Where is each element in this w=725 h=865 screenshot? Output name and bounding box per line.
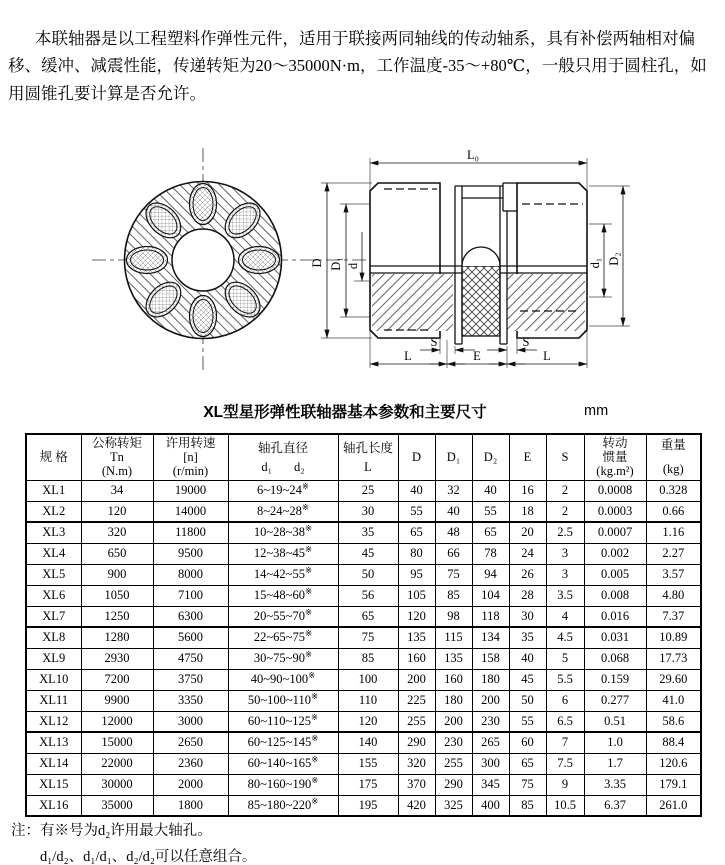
cell-n: 2650 [153, 732, 228, 753]
cell-D: 200 [398, 669, 435, 690]
cell-m: 7.37 [646, 606, 701, 627]
col-header-E: E [509, 434, 546, 480]
cell-tn: 650 [81, 543, 153, 564]
cell-D: 55 [398, 501, 435, 522]
cell-L: 155 [338, 753, 398, 774]
cell-D1: 66 [435, 543, 472, 564]
cell-S: 2 [546, 480, 584, 501]
cell-m: 58.6 [646, 711, 701, 732]
col-header-D: D [398, 434, 435, 480]
section-view [310, 148, 630, 368]
cell-tn: 1050 [81, 585, 153, 606]
cell-L: 65 [338, 606, 398, 627]
cell-J: 1.7 [584, 753, 646, 774]
cell-D: 290 [398, 732, 435, 753]
cell-tn: 320 [81, 522, 153, 543]
cell-L: 30 [338, 501, 398, 522]
table-row [26, 690, 701, 711]
intro-line: 本联轴器是以工程塑料作弹性元件，适用于联接两同轴线的传动轴系，具有补偿两轴相对偏 [35, 28, 695, 48]
cell-spec: XL16 [26, 795, 81, 816]
cell-D2: 158 [472, 648, 509, 669]
cell-J: 1.0 [584, 732, 646, 753]
cell-D1: 325 [435, 795, 472, 816]
cell-spec: XL6 [26, 585, 81, 606]
cell-E: 45 [509, 669, 546, 690]
table-row [26, 732, 701, 753]
cell-L: 195 [338, 795, 398, 816]
cell-E: 55 [509, 711, 546, 732]
cell-D1: 230 [435, 732, 472, 753]
cell-J: 0.005 [584, 564, 646, 585]
cell-D: 160 [398, 648, 435, 669]
cell-tn: 900 [81, 564, 153, 585]
table-row [26, 753, 701, 774]
cell-spec: XL2 [26, 501, 81, 522]
cell-tn: 15000 [81, 732, 153, 753]
table-row [26, 585, 701, 606]
cell-tn: 22000 [81, 753, 153, 774]
cell-S: 3 [546, 564, 584, 585]
cell-S: 7 [546, 732, 584, 753]
dim-label-D2: D₂ [607, 252, 621, 266]
table-row [26, 774, 701, 795]
cell-spec: XL9 [26, 648, 81, 669]
cell-D2: 200 [472, 690, 509, 711]
note-line: 注：有※号为d₂许用最大轴孔。 [11, 823, 212, 839]
cell-J: 0.068 [584, 648, 646, 669]
cell-J: 0.159 [584, 669, 646, 690]
cell-E: 60 [509, 732, 546, 753]
front-view [125, 148, 282, 374]
cell-D: 255 [398, 711, 435, 732]
cell-J: 0.031 [584, 627, 646, 648]
element-bore-circle [172, 229, 234, 291]
cell-L: 25 [338, 480, 398, 501]
cell-L: 56 [338, 585, 398, 606]
cell-spec: XL14 [26, 753, 81, 774]
cell-tn: 35000 [81, 795, 153, 816]
cell-S: 2 [546, 501, 584, 522]
cell-tn: 30000 [81, 774, 153, 795]
table-row [26, 648, 701, 669]
element-section-block [462, 266, 500, 336]
cell-d: 30~75~90※ [228, 648, 338, 669]
dim-label-d: d [346, 262, 360, 270]
col-header-D1: D₁ [435, 434, 472, 480]
cell-spec: XL8 [26, 627, 81, 648]
cell-spec: XL5 [26, 564, 81, 585]
cell-spec: XL11 [26, 690, 81, 711]
cell-E: 65 [509, 753, 546, 774]
cell-d: 22~65~75※ [228, 627, 338, 648]
table-row [26, 711, 701, 732]
cell-D1: 180 [435, 690, 472, 711]
cell-D: 105 [398, 585, 435, 606]
cell-d: 40~90~100※ [228, 669, 338, 690]
table-unit-label: mm [584, 403, 609, 419]
cell-n: 2360 [153, 753, 228, 774]
right-hub-hatch [507, 274, 585, 331]
cell-D2: 94 [472, 564, 509, 585]
cell-S: 10.5 [546, 795, 584, 816]
cell-S: 9 [546, 774, 584, 795]
cell-tn: 7200 [81, 669, 153, 690]
cell-D1: 160 [435, 669, 472, 690]
table-row [26, 480, 701, 501]
left-hub-hatch [372, 274, 453, 331]
cell-D2: 118 [472, 606, 509, 627]
dim-label-L0: L₀ [467, 148, 479, 162]
cell-n: 3000 [153, 711, 228, 732]
col-header-bore-length: 轴孔长度 L [338, 434, 398, 480]
cell-m: 1.16 [646, 522, 701, 543]
col-header-speed: 许用转速 [n] (r/min) [153, 434, 228, 480]
table-row [26, 606, 701, 627]
cell-L: 45 [338, 543, 398, 564]
dim-label-S-left: S [430, 335, 438, 349]
intro-paragraph [8, 25, 720, 108]
cell-n: 5600 [153, 627, 228, 648]
table-body [26, 480, 701, 816]
cell-spec: XL1 [26, 480, 81, 501]
parameters-table [25, 433, 702, 817]
cell-E: 35 [509, 627, 546, 648]
cell-D: 80 [398, 543, 435, 564]
cell-spec: XL7 [26, 606, 81, 627]
cell-E: 75 [509, 774, 546, 795]
cell-D2: 55 [472, 501, 509, 522]
cell-L: 85 [338, 648, 398, 669]
cell-S: 4 [546, 606, 584, 627]
cell-d: 60~125~145※ [228, 732, 338, 753]
cell-d: 80~160~190※ [228, 774, 338, 795]
cell-D2: 65 [472, 522, 509, 543]
cell-spec: XL13 [26, 732, 81, 753]
cell-m: 41.0 [646, 690, 701, 711]
intro-line: 移、缓冲、减震性能，传递转矩为20～35000N·m，工作温度-35～+80℃，一般只用于圆柱孔，如 [8, 56, 707, 75]
cell-S: 5 [546, 648, 584, 669]
cell-D: 420 [398, 795, 435, 816]
dim-label-E: E [473, 349, 481, 363]
cell-D: 135 [398, 627, 435, 648]
cell-D2: 345 [472, 774, 509, 795]
cell-D2: 265 [472, 732, 509, 753]
cell-d: 12~38~45※ [228, 543, 338, 564]
cell-E: 28 [509, 585, 546, 606]
table-title: XL型星形弹性联轴器基本参数和主要尺寸 [203, 404, 487, 421]
cell-L: 50 [338, 564, 398, 585]
cell-m: 17.73 [646, 648, 701, 669]
cell-tn: 1250 [81, 606, 153, 627]
cell-S: 3 [546, 543, 584, 564]
cell-tn: 9900 [81, 690, 153, 711]
cell-J: 0.002 [584, 543, 646, 564]
cell-E: 30 [509, 606, 546, 627]
cell-J: 0.0008 [584, 480, 646, 501]
cell-J: 0.016 [584, 606, 646, 627]
cell-D1: 48 [435, 522, 472, 543]
cell-tn: 2930 [81, 648, 153, 669]
cell-L: 100 [338, 669, 398, 690]
cell-D2: 400 [472, 795, 509, 816]
cell-D2: 40 [472, 480, 509, 501]
col-header-weight: 重量 (kg) [646, 434, 701, 480]
cell-J: 0.008 [584, 585, 646, 606]
cell-D2: 134 [472, 627, 509, 648]
cell-m: 29.60 [646, 669, 701, 690]
cell-S: 3.5 [546, 585, 584, 606]
cell-D2: 230 [472, 711, 509, 732]
cell-spec: XL15 [26, 774, 81, 795]
cell-m: 261.0 [646, 795, 701, 816]
cell-d: 8~24~28※ [228, 501, 338, 522]
cell-D1: 255 [435, 753, 472, 774]
table-row [26, 564, 701, 585]
cell-D: 120 [398, 606, 435, 627]
dim-label-D1: D₁ [329, 257, 343, 271]
col-header-bore-diameter: 轴孔直径 d₁ d₂ [228, 434, 338, 480]
cell-D1: 85 [435, 585, 472, 606]
cell-n: 3350 [153, 690, 228, 711]
cell-n: 8000 [153, 564, 228, 585]
note-line: d₁/d₂、d₁/d₁、d₂/d₂可以任意组合。 [40, 849, 257, 865]
cell-L: 120 [338, 711, 398, 732]
cell-n: 7100 [153, 585, 228, 606]
dim-label-L-left: L [404, 349, 412, 363]
cell-n: 1800 [153, 795, 228, 816]
cell-L: 75 [338, 627, 398, 648]
cell-d: 60~140~165※ [228, 753, 338, 774]
cell-S: 4.5 [546, 627, 584, 648]
cell-m: 0.66 [646, 501, 701, 522]
cell-L: 110 [338, 690, 398, 711]
cell-d: 6~19~24※ [228, 480, 338, 501]
cell-n: 19000 [153, 480, 228, 501]
dim-label-L-right: L [543, 349, 551, 363]
header-row [26, 434, 701, 480]
cell-J: 6.37 [584, 795, 646, 816]
cell-m: 88.4 [646, 732, 701, 753]
cell-D: 95 [398, 564, 435, 585]
cell-J: 0.0007 [584, 522, 646, 543]
cell-spec: XL12 [26, 711, 81, 732]
cell-E: 20 [509, 522, 546, 543]
cell-spec: XL4 [26, 543, 81, 564]
cell-tn: 12000 [81, 711, 153, 732]
cell-d: 15~48~60※ [228, 585, 338, 606]
cell-S: 5.5 [546, 669, 584, 690]
cell-tn: 120 [81, 501, 153, 522]
cell-E: 18 [509, 501, 546, 522]
cell-L: 35 [338, 522, 398, 543]
cell-m: 179.1 [646, 774, 701, 795]
cell-D: 40 [398, 480, 435, 501]
table-row [26, 669, 701, 690]
cell-J: 0.0003 [584, 501, 646, 522]
cell-E: 85 [509, 795, 546, 816]
cell-D1: 200 [435, 711, 472, 732]
cell-m: 4.80 [646, 585, 701, 606]
dim-label-D: D [310, 258, 324, 268]
col-header-spec: 规 格 [26, 434, 81, 480]
table-notes [11, 818, 256, 865]
cell-spec: XL3 [26, 522, 81, 543]
cell-J: 0.51 [584, 711, 646, 732]
dim-label-d1: d₁ [588, 257, 602, 269]
cell-D1: 135 [435, 648, 472, 669]
cell-d: 20~55~70※ [228, 606, 338, 627]
cell-D: 225 [398, 690, 435, 711]
cell-E: 16 [509, 480, 546, 501]
cell-n: 3750 [153, 669, 228, 690]
cell-spec: XL10 [26, 669, 81, 690]
cell-D: 320 [398, 753, 435, 774]
cell-D: 65 [398, 522, 435, 543]
cell-D2: 180 [472, 669, 509, 690]
cell-n: 2000 [153, 774, 228, 795]
cell-S: 6 [546, 690, 584, 711]
cell-m: 120.6 [646, 753, 701, 774]
cell-D1: 32 [435, 480, 472, 501]
table-row [26, 501, 701, 522]
table-row [26, 627, 701, 648]
cell-J: 0.277 [584, 690, 646, 711]
cell-n: 9500 [153, 543, 228, 564]
cell-tn: 34 [81, 480, 153, 501]
cell-d: 85~180~220※ [228, 795, 338, 816]
cell-d: 50~100~110※ [228, 690, 338, 711]
cell-m: 10.89 [646, 627, 701, 648]
cell-D2: 78 [472, 543, 509, 564]
col-header-D2: D₂ [472, 434, 509, 480]
cell-d: 10~28~38※ [228, 522, 338, 543]
cell-L: 140 [338, 732, 398, 753]
dim-label-S-right: S [522, 335, 530, 349]
cell-n: 14000 [153, 501, 228, 522]
col-header-inertia: 转动 惯量 (kg.m²) [584, 434, 646, 480]
cell-S: 2.5 [546, 522, 584, 543]
cell-E: 50 [509, 690, 546, 711]
cell-D2: 300 [472, 753, 509, 774]
cell-E: 24 [509, 543, 546, 564]
cell-D2: 104 [472, 585, 509, 606]
cell-E: 26 [509, 564, 546, 585]
table-row [26, 543, 701, 564]
cell-n: 11800 [153, 522, 228, 543]
cell-D1: 40 [435, 501, 472, 522]
intro-line: 用圆锥孔要计算是否允许。 [8, 83, 206, 103]
cell-S: 6.5 [546, 711, 584, 732]
cell-m: 3.57 [646, 564, 701, 585]
cell-d: 60~110~125※ [228, 711, 338, 732]
cell-D1: 98 [435, 606, 472, 627]
cell-D1: 290 [435, 774, 472, 795]
table-row [26, 522, 701, 543]
cell-S: 7.5 [546, 753, 584, 774]
col-header-torque: 公称转矩 Tn (N.m) [81, 434, 153, 480]
cell-m: 0.328 [646, 480, 701, 501]
cell-n: 4750 [153, 648, 228, 669]
cell-E: 40 [509, 648, 546, 669]
element-dome [462, 247, 500, 266]
col-header-S: S [546, 434, 584, 480]
cell-J: 3.35 [584, 774, 646, 795]
coupling-technical-drawing [0, 138, 725, 390]
cell-D1: 115 [435, 627, 472, 648]
cell-d: 14~42~55※ [228, 564, 338, 585]
cell-m: 2.27 [646, 543, 701, 564]
cell-tn: 1280 [81, 627, 153, 648]
table-row [26, 795, 701, 816]
cell-D1: 75 [435, 564, 472, 585]
cell-L: 175 [338, 774, 398, 795]
cell-n: 6300 [153, 606, 228, 627]
cell-D: 370 [398, 774, 435, 795]
